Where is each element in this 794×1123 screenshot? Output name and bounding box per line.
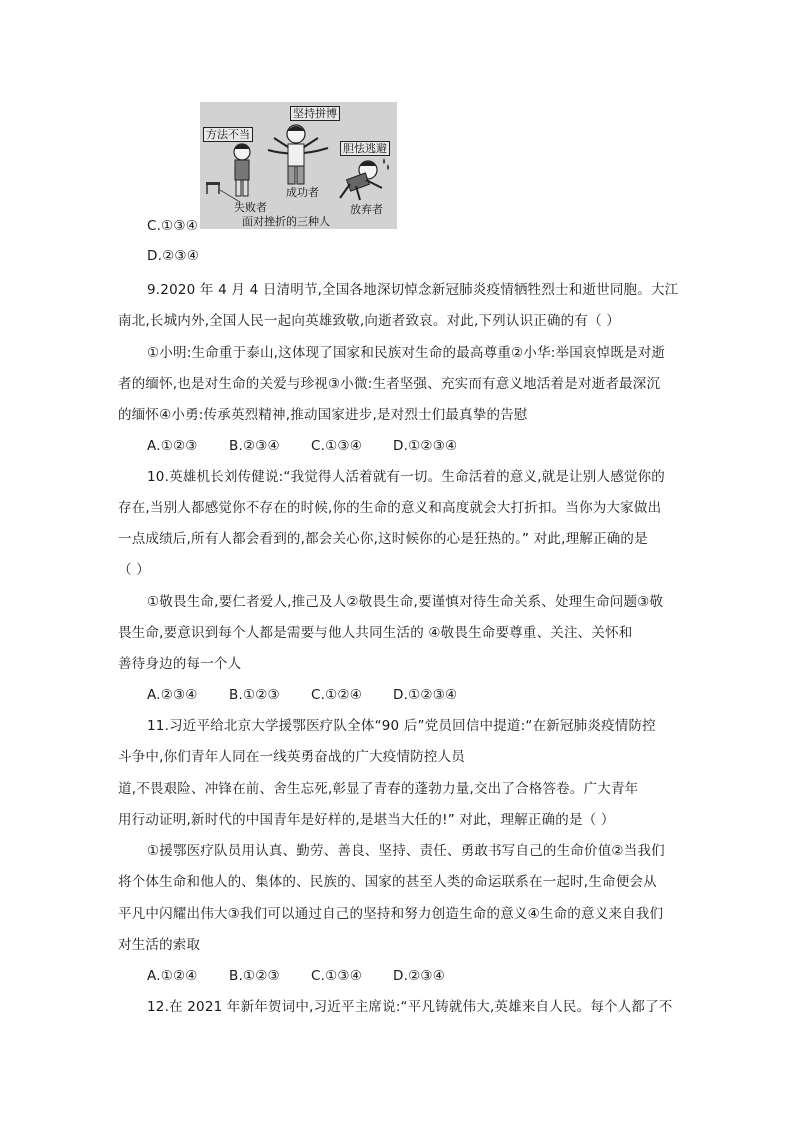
q9-option-b: B.②③④ [229,438,280,454]
q11-line-4: 用行动证明,新时代的中国青年是好样的,是堪当大任的!” 对此，理解正确的是（ ） [118,812,615,828]
q9-line-4: 者的缅怀,也是对生命的关爱与珍视③小微:生者坚强、充实而有意义地活着是对逝者最深沉 [118,376,661,392]
q11-line-6: 将个体生命和他人的、集体的、民族的、国家的甚至人类的命运联系在一起时,生命便会从 [118,874,657,890]
q10-line-2: 存在,当别人都感觉你不存在的时候,你的生命的意义和高度就会大打折扣。当你为大家做出 [118,500,662,516]
q9-options [147,436,457,456]
q10-option-b: B.①②③ [229,687,280,703]
q10-line-1: 10.英雄机长刘传健说:“我觉得人活着就有一切。生命活着的意义,就是让别人感觉你的 [147,469,666,485]
q10-option-a: A.②③④ [147,687,198,703]
q11-line-3: 道,不畏艰险、冲锋在前、舍生忘死,彰显了青春的蓬勃力量,交出了合格答卷。广大青年 [118,781,639,797]
q10-line-3: 一点成绩后,所有人都会看到的,都会关心你,这时候你的心是狂热的。” 对此,理解正确的是 [118,531,648,547]
illustration-three-people [200,102,397,229]
q10-option-c: C.①②④ [311,687,363,703]
q9-option-a: A.①②③ [147,438,198,454]
q11-line-5: ①援鄂医疗队员用认真、勤劳、善良、坚持、责任、勇敢书写自己的生命价值②当我们 [147,843,665,859]
q9-line-5: 的缅怀④小勇:传承英烈精神,推动国家进步,是对烈士们最真挚的告慰 [118,407,528,423]
label-wrong-method: 方法不当 [203,127,253,142]
q11-option-a: A.①②④ [147,968,198,984]
q10-line-7: 善待身边的每一个人 [118,656,242,672]
label-persist: 坚持拼博 [290,106,340,121]
q11-line-8: 对生活的索取 [118,937,201,953]
q10-line-5: ①敬畏生命,要仁者爱人,推己及人②敬畏生命,要谨慎对待生命关系、处理生命问题③敬 [147,594,664,610]
q10-option-d: D.①②③④ [393,687,458,703]
label-quit: 放弃者 [350,203,383,216]
label-success: 成功者 [286,186,319,199]
label-failure: 失败者 [234,201,267,214]
q8-option-c: C.①③④ [147,218,199,234]
figure-caption: 面对挫折的三种人 [242,215,330,228]
q11-line-2: 斗争中,你们青年人同在一线英勇奋战的广大疫情防控人员 [118,749,465,765]
q10-line-4: （ ） [118,562,150,578]
q9-line-2: 南北,长城内外,全国人民一起向英雄致敬,向逝者致哀。对此,下列认识正确的有（ ） [118,313,620,329]
q11-option-b: B.①②③ [229,968,280,984]
q10-line-6: 畏生命,要意识到每个人都是需要与他人共同生活的 ④敬畏生命要尊重、关注、关怀和 [118,625,633,641]
label-cowardly: 胆怯逃避 [340,141,390,156]
q11-option-d: D.②③④ [393,968,445,984]
q9-option-c: C.①③④ [311,438,363,454]
q10-options [147,685,457,705]
q9-line-1: 9.2020 年 4 月 4 日清明节,全国各地深切悼念新冠肺炎疫情牺牲烈士和逝世同胞。大江 [147,282,679,298]
q12-line-1: 12.在 2021 年新年贺词中,习近平主席说:“平凡铸就伟大,英雄来自人民。每个人都了不 [147,999,673,1015]
q11-line-7: 平凡中闪耀出伟大③我们可以通过自己的坚持和努力创造生命的意义④生命的意义来自我们 [118,906,664,922]
q8-option-d: D.②③④ [147,248,199,264]
q11-options [147,966,445,986]
q11-option-c: C.①③④ [311,968,363,984]
q9-option-d: D.①②③④ [393,438,458,454]
q9-line-3: ①小明:生命重于泰山,这体现了国家和民族对生命的最高尊重②小华:举国哀悼既是对逝 [147,345,666,361]
q11-line-1: 11.习近平给北京大学援鄂医疗队全体“90 后”党员回信中提道:“在新冠肺炎疫情防控 [147,718,656,734]
